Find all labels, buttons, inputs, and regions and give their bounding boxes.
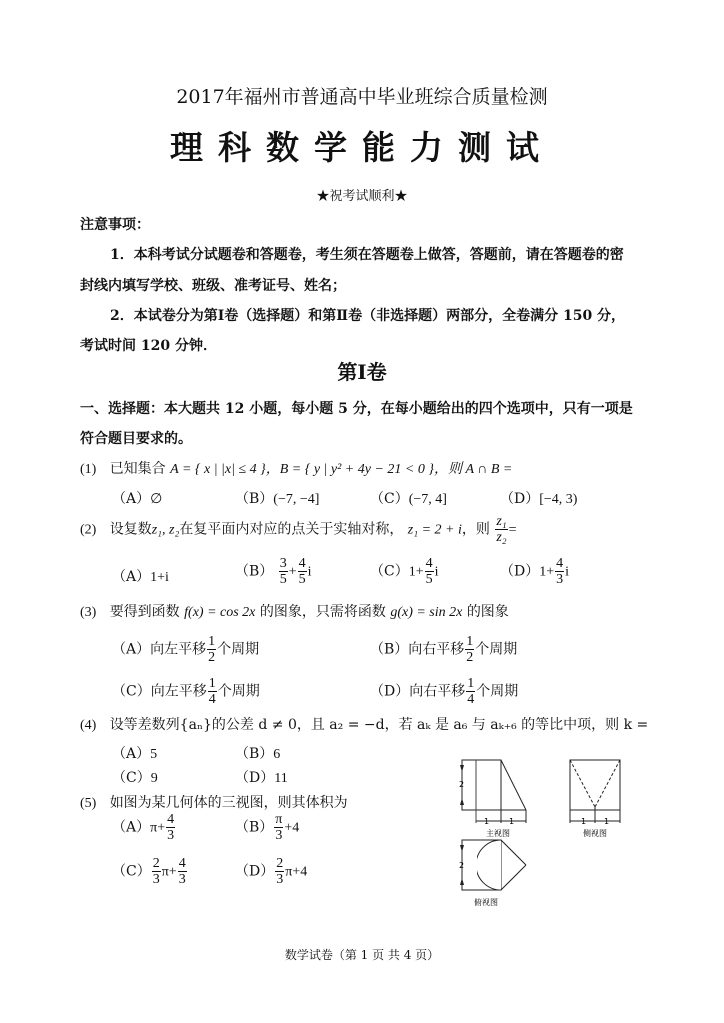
option-text: 向左平移 <box>150 641 207 658</box>
option-label: （D） <box>500 563 540 580</box>
question-number: (2) <box>80 522 97 538</box>
note-1-line-2: 封线内填写学校、班级、准考证号、姓名； <box>80 278 346 294</box>
stem-text: 设复数 <box>109 521 152 538</box>
section-instruction-line-2: 符合题目要求的。 <box>80 431 192 447</box>
real-part: 1+ <box>539 564 555 580</box>
stem-math: z₁, z₂ <box>151 522 180 538</box>
front-view <box>462 760 526 823</box>
fraction-denominator: z₂ <box>496 530 507 545</box>
fraction-denominator: 3 <box>556 572 564 587</box>
equals-sign: = <box>508 522 517 538</box>
fraction <box>495 514 507 545</box>
question-4-option-d[interactable] <box>235 767 288 787</box>
fraction-numerator: 2 <box>152 856 160 871</box>
fraction-denominator: 3 <box>152 872 160 887</box>
question-2-option-a[interactable] <box>112 566 169 586</box>
option-value: 9 <box>150 771 158 786</box>
fraction <box>178 856 187 887</box>
option-label: （C） <box>112 683 151 700</box>
fraction <box>166 812 175 843</box>
stem-text: 如图为某几何体的三视图，则其体积为 <box>109 795 348 811</box>
fraction-denominator: 5 <box>298 572 306 587</box>
fraction-denominator: 5 <box>425 572 433 587</box>
question-3-option-d[interactable] <box>370 676 518 707</box>
note-2-line-2: 考试时间 120 分钟． <box>80 338 217 354</box>
option-text: 向右平移 <box>409 683 466 700</box>
imaginary-unit: i <box>307 564 312 580</box>
front-width-dim-1: 1 <box>484 817 490 826</box>
section-title: 第Ⅰ卷 <box>337 360 387 384</box>
option-text: 向右平移 <box>408 641 465 658</box>
notes-heading: 注意事项： <box>80 217 150 233</box>
stem-text: 的图象 <box>466 604 509 620</box>
fraction <box>275 856 284 887</box>
option-label: （D） <box>500 491 540 507</box>
side-view-dashed-right <box>595 760 620 807</box>
side-view-rect <box>570 760 620 810</box>
option-label: （B） <box>235 746 274 762</box>
stem-text: 设等差数列{aₙ}的公差 d ≠ 0，且 a₂ = −d，若 aₖ 是 a₆ 与 aₖ₊₆ 的等比中项，则 k = <box>109 717 649 733</box>
question-5-option-b[interactable] <box>235 812 299 843</box>
section-instruction-line-1: 一、选择题：本大题共 12 小题，每小题 5 分，在每小题给出的四个选项中，只有一项是 <box>80 401 633 417</box>
option-label: （B） <box>370 641 409 658</box>
fraction-numerator: π <box>275 812 283 827</box>
side-width-dim-2: 1 <box>604 817 610 826</box>
fraction-numerator: 1 <box>208 634 216 649</box>
question-number: (3) <box>80 605 97 620</box>
fraction-numerator: 4 <box>178 856 186 871</box>
three-view-figure <box>440 750 670 930</box>
fraction-denominator: 3 <box>276 872 284 887</box>
top-view-slant-upper <box>501 840 526 865</box>
top-height-dim: 2 <box>459 861 465 870</box>
stem-text: ，则 <box>461 521 490 538</box>
question-5-stem <box>80 792 348 812</box>
option-value: 11 <box>274 771 288 786</box>
pi-term: π+ <box>150 820 166 836</box>
fraction <box>555 556 564 587</box>
question-1-option-c[interactable] <box>370 488 447 508</box>
imaginary-unit: i <box>565 564 570 580</box>
side-width-dim-1: 1 <box>581 817 587 826</box>
pi-term: π+ <box>161 864 177 880</box>
note-2-line-1: 2．本试卷分为第Ⅰ卷（选择题）和第Ⅱ卷（非选择题）两部分，全卷满分 150 分， <box>110 308 626 324</box>
stem-math: g(x) = sin 2x <box>390 605 463 620</box>
option-text: 向左平移 <box>150 683 207 700</box>
plus-sign: + <box>288 564 297 580</box>
question-2-option-c[interactable] <box>370 556 439 587</box>
question-3-option-c[interactable] <box>112 676 260 707</box>
fraction <box>152 856 161 887</box>
option-value: (−7, −4] <box>273 492 320 507</box>
fraction-numerator: 4 <box>556 556 564 571</box>
option-label: （C） <box>370 563 409 580</box>
question-4-option-a[interactable] <box>112 743 157 763</box>
question-number: (4) <box>80 718 97 733</box>
option-label: （A） <box>112 641 151 658</box>
option-value: 5 <box>150 747 158 762</box>
fraction <box>279 556 288 587</box>
constant-term: +4 <box>284 820 300 836</box>
front-view-slant <box>501 760 526 810</box>
fraction-denominator: 2 <box>466 650 474 665</box>
option-value: ∅ <box>150 492 163 507</box>
question-1-option-d[interactable] <box>500 488 577 508</box>
fraction-numerator: 4 <box>425 556 433 571</box>
question-4-option-b[interactable] <box>235 743 280 763</box>
fraction-denominator: 3 <box>275 828 283 843</box>
fraction-numerator: 4 <box>167 812 175 827</box>
question-3-option-a[interactable] <box>112 634 259 665</box>
dim-arrow-icon <box>460 765 464 772</box>
option-label: （A） <box>112 569 151 585</box>
dim-arrow-icon <box>460 798 464 805</box>
option-label: （D） <box>235 863 275 880</box>
question-number: (5) <box>80 796 97 811</box>
fraction-numerator: 3 <box>279 556 287 571</box>
question-number: (1) <box>80 462 97 477</box>
fraction-denominator: 5 <box>279 572 287 587</box>
top-view-mask <box>463 841 477 889</box>
question-1-stem <box>80 458 512 478</box>
question-1-option-a[interactable] <box>112 488 162 508</box>
page-footer: 数学试卷（第 1 页 共 4 页） <box>284 948 440 962</box>
exam-subtitle: 2017年福州市普通高中毕业班综合质量检测 <box>176 86 548 108</box>
option-text: 个周期 <box>476 683 519 700</box>
fraction-numerator: 4 <box>298 556 306 571</box>
option-label: （A） <box>112 819 151 836</box>
option-label: （D） <box>235 770 275 786</box>
fraction <box>207 634 216 665</box>
option-label: （C） <box>112 770 151 786</box>
stem-math: f(x) = cos 2x <box>184 605 256 620</box>
question-2-stem <box>80 514 517 545</box>
fraction-numerator: z₁ <box>496 514 507 529</box>
option-label: （B） <box>235 563 274 580</box>
question-2-option-d[interactable] <box>500 556 569 587</box>
question-5-option-a[interactable] <box>112 812 176 843</box>
stem-text: 已知集合 <box>109 461 166 477</box>
option-label: （A） <box>112 746 151 762</box>
option-label: （D） <box>370 683 410 700</box>
stem-math: z₁ = 2 + i <box>407 522 462 538</box>
option-text: 个周期 <box>475 641 518 658</box>
stem-text: 要得到函数 <box>109 604 180 620</box>
option-label: （C） <box>112 863 151 880</box>
option-value: 1+i <box>150 570 169 585</box>
top-view-slant-lower <box>501 865 526 890</box>
option-text: 个周期 <box>217 683 260 700</box>
fraction <box>298 556 307 587</box>
question-4-option-c[interactable] <box>112 767 158 787</box>
fraction-numerator: 1 <box>467 676 475 691</box>
side-view <box>570 760 620 823</box>
question-5-option-d[interactable] <box>235 856 307 887</box>
front-height-dim: 2 <box>459 780 465 789</box>
fraction-denominator: 4 <box>208 692 216 707</box>
fraction <box>274 812 283 843</box>
front-view-label: 主视图 <box>486 829 510 838</box>
option-label: （A） <box>112 491 151 507</box>
fraction-denominator: 3 <box>167 828 175 843</box>
top-view-semicircle <box>476 840 501 890</box>
question-1-option-b[interactable] <box>235 488 319 508</box>
front-width-dim-2: 1 <box>509 817 515 826</box>
question-5-option-c[interactable] <box>112 856 188 887</box>
stem-math: A = { x | |x| ≤ 4 }，B = { y | y² + 4y − 21 < 0 }，则 A ∩ B = <box>170 462 513 477</box>
fraction <box>466 676 475 707</box>
question-4-stem <box>80 714 648 734</box>
top-view-label: 俯视图 <box>474 898 498 907</box>
fraction <box>425 556 434 587</box>
stem-text: 的图象，只需将函数 <box>259 604 386 620</box>
side-view-label: 侧视图 <box>583 829 607 838</box>
option-label: （B） <box>235 819 274 836</box>
question-3-option-b[interactable] <box>370 634 517 665</box>
front-view-rect <box>462 760 501 810</box>
pi-term: π+4 <box>285 864 308 880</box>
fraction-denominator: 3 <box>178 872 186 887</box>
option-value: [−4, 3) <box>539 492 578 507</box>
question-3-stem <box>80 601 509 621</box>
option-label: （B） <box>235 491 274 507</box>
fraction-numerator: 2 <box>276 856 284 871</box>
fraction-denominator: 4 <box>467 692 475 707</box>
fraction <box>208 676 217 707</box>
option-text: 个周期 <box>217 641 260 658</box>
good-luck-note: ★祝考试顺利★ <box>316 189 408 204</box>
option-value: (−7, 4] <box>408 492 447 507</box>
imaginary-unit: i <box>434 564 439 580</box>
option-value: 6 <box>273 747 281 762</box>
real-part: 1+ <box>408 564 424 580</box>
stem-text: 在复平面内对应的点关于实轴对称， <box>179 521 404 538</box>
note-1-line-1: 1．本科考试分试题卷和答题卷，考生须在答题卷上做答，答题前，请在答题卷的密 <box>110 247 624 263</box>
option-label: （C） <box>370 491 409 507</box>
fraction <box>465 634 474 665</box>
side-view-dashed-left <box>570 760 595 807</box>
question-2-option-b[interactable] <box>235 556 312 587</box>
fraction-numerator: 1 <box>466 634 474 649</box>
fraction-denominator: 2 <box>208 650 216 665</box>
fraction-numerator: 1 <box>208 676 216 691</box>
exam-title: 理科数学能力测试 <box>170 128 554 167</box>
